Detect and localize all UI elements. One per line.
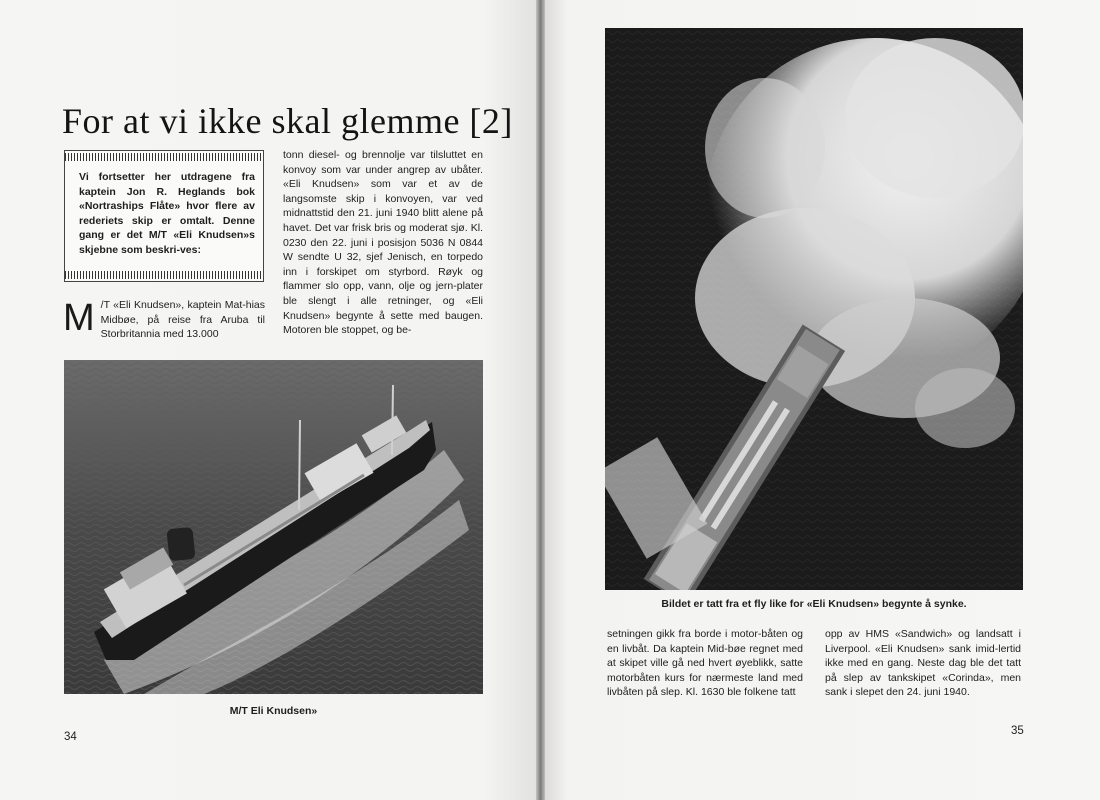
ship-photo-image [64, 360, 483, 694]
aerial-photo [605, 28, 1023, 590]
ship-photo-caption: M/T Eli Knudsen» [229, 705, 318, 717]
left-page [0, 0, 536, 800]
body-start-text: /T «Eli Knudsen», kaptein Mat-hias Midbøe, på reise fra Aruba til Storbritannia med 13.000 [100, 299, 265, 341]
book-gutter [536, 0, 545, 800]
intro-text: Vi fortsetter her utdragene fra kaptein Jon R. Heglands bok «Nortraships Flåte» hvor flere av rederiets skip er omtalt. Denne gang er det M/T «Eli Knudsen»s skjebne som beskri-ves: [79, 171, 255, 256]
intro-box [64, 150, 264, 282]
body-text-column-1 [64, 298, 265, 342]
aerial-photo-caption: Bildet er tatt fra et fly like for «Eli Knudsen» begynte å synke. [661, 598, 967, 610]
aerial-photo-image [605, 28, 1023, 590]
intro-box-bottom-border [65, 271, 263, 279]
drop-cap: M [63, 297, 95, 339]
right-text-column-2: opp av HMS «Sandwich» og landsatt i Liverpool. «Eli Knudsen» sank imid-lertid ikke med en gang. Neste dag ble det tatt på slep av tankskipet «Corinda», men sank i slepet den 24. juni 1940. [825, 628, 1021, 699]
page-number-left: 34 [64, 731, 77, 743]
ship-photo [64, 360, 483, 694]
intro-box-top-border [65, 153, 263, 161]
right-text-column-1: setningen gikk fra borde i motor-båten og en livbåt. Da kaptein Mid-bøe regnet med at skipet ville gå ned hvert øyeblikk, satte motorbåten kurs for nærmeste land med livbåten på slep. Kl. 1630 ble folkene tatt [607, 628, 803, 699]
article-title: For at vi ikke skal glemme [2] [62, 101, 513, 141]
page-number-right: 35 [1011, 725, 1024, 737]
body-text-column-2: tonn diesel- og brennolje var tilsluttet en konvoy som var under angrep av ubåter. «Eli Knudsen» som var et av de langsomste skip i konvoyen, var ved midnattstid den 21. juni 1940 blitt alene på havet. Det var frisk bris og moderat sjø. Kl. 0230 den 22. juni i posisjon 5036 N 0844 W sendte U 32, sjef Jenisch, en torpedo inn i forskipet om styrbord. Røyk og flammer slo opp, vann, olje og jern-plater ble slengt i alle retninger, og «Eli Knudsen» begynte å sette med baugen. Motoren ble stoppet, og be- [283, 149, 483, 337]
